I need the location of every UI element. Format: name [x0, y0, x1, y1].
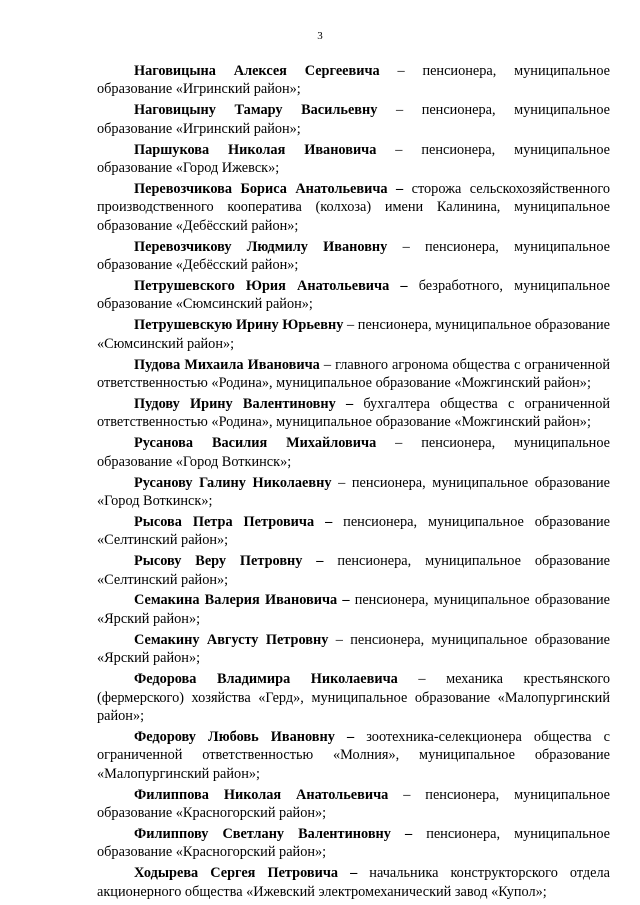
person-description: пенсионера, муниципальное образование «Красногорский район»;: [97, 825, 610, 861]
list-item: [97, 474, 610, 511]
separator: –: [328, 631, 351, 648]
separator: [408, 278, 419, 294]
list-item: [97, 180, 610, 235]
person-name: Ходырева Сергея Петровича –: [134, 865, 358, 882]
person-name: Филиппова Николая Анатольевича: [134, 786, 389, 803]
person-description: пенсионера, муниципальное образование «Ярский район»;: [97, 631, 610, 667]
list-item: [97, 141, 610, 178]
separator: [332, 514, 343, 530]
list-item: [97, 62, 610, 99]
person-description: пенсионера, муниципальное образование «Красногорский район»;: [97, 786, 610, 821]
separator: [354, 729, 366, 745]
list-item: [97, 356, 610, 393]
list-item: [97, 825, 610, 862]
person-name: Пудова Михаила Ивановича: [134, 356, 320, 373]
list-item: [97, 670, 610, 725]
list-item: [97, 238, 610, 275]
award-list: [97, 62, 610, 903]
person-description: пенсионера, муниципальное образование «Игринский район»;: [97, 63, 610, 98]
list-item: [97, 591, 610, 628]
person-description: пенсионера, муниципальное образование «Селтинский район»;: [97, 513, 610, 549]
person-description: пенсионера, муниципальное образование «Город Воткинск»;: [97, 435, 610, 470]
person-name: Семакина Валерия Ивановича –: [134, 592, 350, 609]
list-item: [97, 552, 610, 589]
person-name: Федорова Владимира Николаевича: [134, 671, 398, 688]
list-item: [97, 395, 610, 432]
separator: –: [343, 317, 358, 334]
person-name: Петрушевскую Ирину Юрьевну: [134, 317, 344, 334]
person-name: Русанова Василия Михайловича: [134, 435, 377, 452]
list-item: [97, 786, 610, 823]
separator: –: [379, 63, 423, 79]
list-item: [97, 631, 610, 668]
person-description: бухгалтера общества с ограниченной ответственностью «Родина», муниципальное образование «Можгинский район»;: [97, 395, 611, 431]
list-item: [97, 513, 610, 550]
list-item: [97, 434, 610, 471]
person-description: пенсионера, муниципальное образование «Игринский район»;: [97, 102, 611, 137]
person-description: пенсионера, муниципальное образование «Сюмсинский район»;: [97, 317, 611, 352]
person-description: начальника конструкторского отдела акционерного общества «Ижевский электромеханический завод «Купол»;: [97, 865, 611, 900]
separator: –: [331, 474, 352, 491]
separator: –: [319, 356, 336, 373]
separator: [353, 396, 363, 412]
separator: –: [387, 238, 425, 255]
person-description: безработного, муниципальное образование «Сюмсинский район»;: [97, 277, 611, 313]
separator: [412, 826, 426, 842]
list-item: [97, 316, 610, 353]
person-name: Наговицына Алексея Сергеевича: [134, 63, 380, 79]
page-number: 3: [317, 30, 323, 42]
separator: –: [376, 141, 422, 158]
separator: [357, 865, 369, 881]
separator: [323, 553, 337, 569]
person-name: Федорову Любовь Ивановну –: [134, 728, 355, 745]
person-description: пенсионера, муниципальное образование «Город Воткинск»;: [97, 474, 610, 509]
person-description: сторожа сельскохозяйственного производственного кооператива (колхоза) имени Калинина, муниципальное образование «Дебёсский район»;: [97, 180, 611, 234]
list-item: [97, 101, 610, 138]
person-description: пенсионера, муниципальное образование «Дебёсский район»;: [97, 238, 610, 274]
person-description: пенсионера, муниципальное образование «Город Ижевск»;: [97, 141, 610, 177]
person-name: Рысова Петра Петровича –: [134, 513, 333, 530]
person-name: Перевозчикову Людмилу Ивановну: [134, 238, 388, 255]
person-name: Наговицыну Тамару Васильевну: [134, 102, 378, 119]
list-item: [97, 728, 610, 783]
separator: –: [397, 671, 447, 688]
list-item: [97, 277, 610, 314]
person-name: Рысову Веру Петровну –: [134, 553, 324, 570]
person-name: Филиппову Светлану Валентиновну –: [134, 825, 413, 842]
separator: –: [377, 102, 422, 119]
separator: –: [376, 435, 422, 452]
person-description: главного агронома общества с ограниченной ответственностью «Родина», муниципальное образование «Можгинский район»;: [97, 356, 610, 391]
person-description: пенсионера, муниципальное образование «Селтинский район»;: [97, 553, 611, 588]
person-name: Петрушевского Юрия Анатольевича –: [134, 277, 408, 294]
person-name: Русанову Галину Николаевну: [134, 474, 332, 491]
person-description: зоотехника-селекционера общества с ограниченной ответственностью «Молния», муниципальное образование «Малопургинский район»;: [97, 728, 611, 782]
separator: –: [388, 786, 426, 803]
separator: [403, 181, 411, 197]
person-description: пенсионера, муниципальное образование «Ярский район»;: [97, 592, 610, 627]
list-item: [97, 864, 610, 901]
person-name: Пудову Ирину Валентиновну –: [134, 395, 354, 412]
person-name: Паршукова Николая Ивановича: [134, 141, 377, 158]
person-description: механика крестьянского (фермерского) хозяйства «Герд», муниципальное образование «Малопургинский район»;: [97, 671, 610, 724]
person-name: Перевозчикова Бориса Анатольевича –: [134, 180, 404, 197]
person-name: Семакину Августу Петровну: [134, 631, 329, 648]
